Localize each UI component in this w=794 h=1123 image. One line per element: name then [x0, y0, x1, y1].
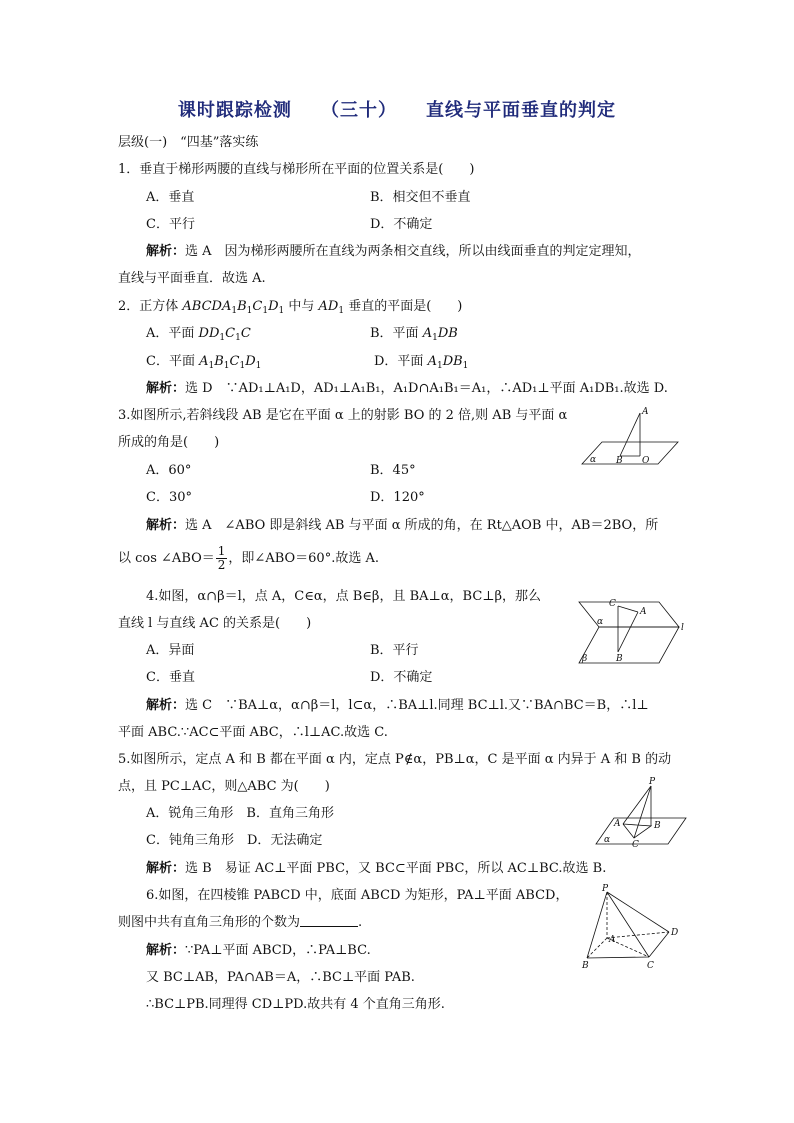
q4-plane-beta: [579, 627, 679, 663]
q5-triangle-ABC: [623, 824, 651, 838]
q2-solution-text: 选 D ∵AD₁⊥A₁D，AD₁⊥A₁B₁，A₁D∩A₁B₁＝A₁，∴AD₁⊥平面 A₁DB₁.故选 D.: [185, 381, 668, 396]
q4-label-C: C: [609, 599, 616, 609]
q2-option-b: B．平面 $A_1DB$: [370, 326, 458, 343]
q5-figure: [594, 778, 688, 850]
q6-solution-line2: 又 BC⊥AB，PA∩AB＝A，∴BC⊥平面 PAB.: [146, 970, 415, 985]
q4-option-d: D．不确定: [370, 670, 433, 685]
q5-solution-label: 解析：: [146, 861, 186, 876]
q3-solution-line2: 以 cos ∠ABO＝ $\frac{1}{2}$ ，即∠ABO＝60°.故选 A.: [118, 544, 379, 572]
q4-option-b: B．平行: [370, 643, 419, 658]
q3-option-a: A．60°: [146, 463, 192, 478]
q5-stem-line2: 点，且 PC⊥AC，则△ABC 为( ): [118, 779, 330, 794]
q6-label-C: C: [647, 961, 654, 971]
q6-solution-line3: ∴BC⊥PB.同理得 CD⊥PD.故共有 4 个直角三角形.: [146, 997, 445, 1012]
q6-label-B: B: [582, 961, 589, 971]
q2-option-d: D．平面 $A_1DB_1$: [374, 354, 469, 371]
q3-figure: [580, 404, 680, 470]
q3-stem-line2: 所成的角是( ): [118, 435, 220, 450]
q2-option-a: A．平面 $DD_1C_1C$: [146, 326, 251, 343]
q6-edge-PD: [607, 892, 669, 932]
q6-label-P: P: [602, 884, 609, 894]
q6-answer-blank[interactable]: [300, 914, 358, 927]
q4-option-a: A．异面: [146, 643, 195, 658]
q4-solution-text1: 选 C ∵BA⊥α，α∩β＝l，l⊂α，∴BA⊥l.同理 BC⊥l.又∵BA∩BC＝B，∴l⊥: [185, 698, 649, 713]
q3-label-B: B: [616, 456, 623, 466]
q6-solution-line1: [146, 942, 371, 960]
q2-solution: [146, 380, 668, 398]
q5-options-cd: C．钝角三角形 D．无法确定: [146, 833, 323, 848]
q5-label-A: A: [614, 819, 621, 829]
q1-solution-line2: 直线与平面垂直．故选 A.: [118, 271, 266, 286]
q4-solution-line2: 平面 ABC.∵AC⊂平面 ABC，∴l⊥AC.故选 C.: [118, 725, 388, 740]
q1-option-c: C．平行: [146, 217, 195, 232]
q3-plane-alpha: [582, 442, 678, 464]
q5-solution-text: 选 B 易证 AC⊥平面 PBC，又 BC⊂平面 PBC，所以 AC⊥BC.故选 B.: [185, 861, 607, 876]
q4-solution-line1: [146, 697, 649, 715]
q5-label-alpha: α: [604, 835, 611, 845]
q6-stem-line1: 6.如图，在四棱锥 PABCD 中，底面 ABCD 为矩形，PA⊥平面 ABCD，: [146, 888, 569, 903]
q5-label-C: C: [632, 840, 639, 850]
level-heading: 层级(一) “四基”落实练: [118, 135, 259, 150]
q1-option-b: B．相交但不垂直: [370, 190, 471, 205]
q3-label-A: A: [642, 407, 649, 417]
q1-option-d: D．不确定: [370, 217, 433, 232]
q6-edge-AD: [607, 932, 669, 938]
q4-label-B: B: [616, 654, 623, 664]
q3-solution-line1: [146, 517, 658, 535]
q4-label-A: A: [640, 607, 647, 617]
q3-option-b: B．45°: [370, 463, 416, 478]
q4-stem-line2: 直线 l 与直线 AC 的关系是( ): [118, 616, 312, 631]
q3-option-d: D．120°: [370, 490, 425, 505]
q6-stem-line2: 则图中共有直角三角形的个数为 .: [118, 915, 363, 930]
q1-solution-label: 解析：: [146, 244, 186, 259]
q4-solution-label: 解析：: [146, 698, 186, 713]
q6-figure: [578, 884, 682, 970]
q2-option-c: C．平面 $A_1B_1C_1D_1$: [146, 354, 262, 371]
q5-label-P: P: [649, 777, 656, 787]
q4-figure: [574, 592, 686, 666]
page-title: 课时跟踪检测 （三十） 直线与平面垂直的判定: [177, 100, 617, 121]
q1-solution-line1: [146, 243, 641, 261]
q4-option-c: C．垂直: [146, 670, 195, 685]
q4-label-beta: β: [582, 654, 588, 664]
q6-solution-label: 解析：: [146, 943, 186, 958]
q2-stem: 2．正方体 $ABCDA_1B_1C_1D_1$ 中与 $AD_1$ 垂直的平面是( ): [118, 299, 463, 316]
q4-segment-AB: [618, 612, 638, 652]
q5-stem-line1: 5.如图所示，定点 A 和 B 都在平面 α 内，定点 P∉α，PB⊥α，C 是平面 α 内异于 A 和 B 的动: [118, 752, 672, 767]
q3-solution-text1: 选 A ∠ABO 即是斜线 AB 与平面 α 所成的角，在 Rt△AOB 中，AB＝2BO，所: [185, 518, 659, 533]
q4-label-l: l: [681, 623, 684, 633]
q3-segment-AB: [620, 413, 640, 456]
q1-solution-text1: 选 A 因为梯形两腰所在直线为两条相交直线，所以由线面垂直的判定定理知，: [185, 244, 641, 259]
q5-solution: [146, 860, 606, 878]
q1-option-a: A．垂直: [146, 190, 195, 205]
q6-edge-BC: [587, 957, 649, 958]
q3-solution-label: 解析：: [146, 518, 186, 533]
q4-plane-alpha: [579, 602, 679, 627]
q1-stem: 1．垂直于梯形两腰的直线与梯形所在平面的位置关系是( ): [118, 162, 475, 177]
q6-edge-CD: [649, 932, 669, 957]
fraction-one-half: $\frac{1}{2}$: [217, 544, 226, 572]
q6-label-D: D: [671, 928, 679, 938]
q5-label-B: B: [654, 821, 661, 831]
q4-segment-CA: [618, 606, 638, 612]
q6-edge-PB: [587, 892, 607, 958]
q6-label-A: A: [609, 935, 616, 945]
q4-label-alpha: α: [597, 617, 604, 627]
q2-solution-label: 解析：: [146, 381, 186, 396]
q3-label-alpha: α: [590, 455, 597, 465]
q4-stem-line1: 4.如图，α∩β＝l，点 A，C∈α，点 B∈β，且 BA⊥α，BC⊥β，那么: [146, 589, 542, 604]
q6-solution-text1: ∵PA⊥平面 ABCD，∴PA⊥BC.: [185, 943, 371, 958]
q5-segment-PC: [634, 786, 651, 838]
q5-options-ab: A．锐角三角形 B．直角三角形: [146, 806, 334, 821]
q3-option-c: C．30°: [146, 490, 192, 505]
q3-label-O: O: [642, 456, 650, 466]
q3-stem-line1: 3.如图所示,若斜线段 AB 是它在平面 α 上的射影 BO 的 2 倍,则 AB 与平面 α: [118, 408, 568, 423]
